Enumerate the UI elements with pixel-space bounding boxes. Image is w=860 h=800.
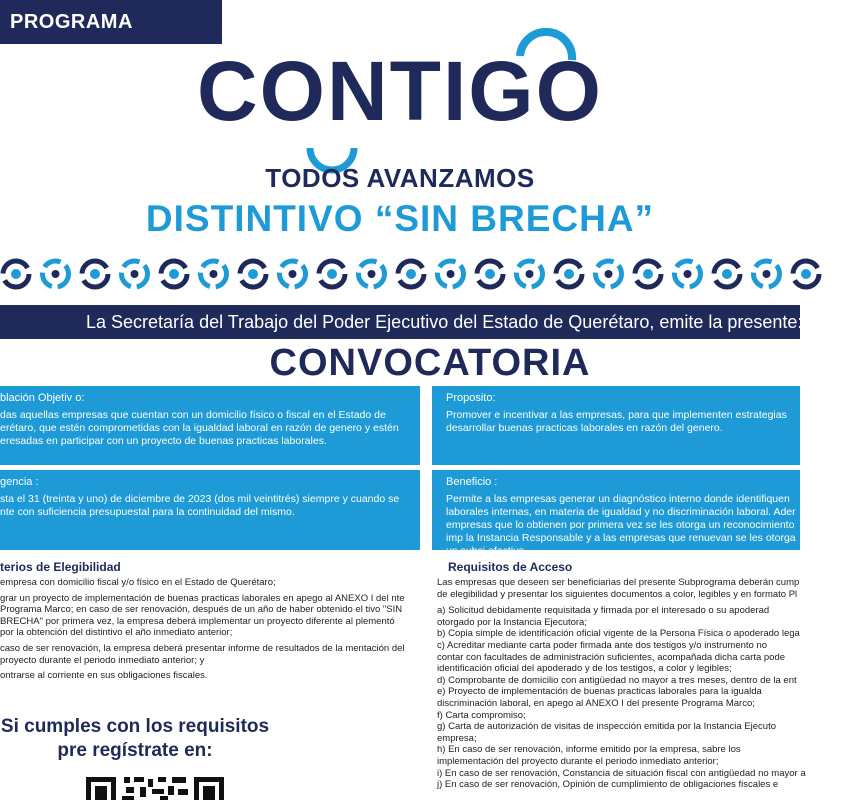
box-label: gencia : [0,476,39,488]
pattern-dot-icon [289,270,297,278]
box-vigencia [0,470,420,550]
box-label: Beneficio : [446,476,498,488]
pattern-dot-icon [763,270,771,278]
list-item: e) Proyecto de implementación de buenas practicas laborales para la igualda [437,686,762,698]
pattern-dot-icon [485,269,495,279]
list-item: caso de ser renovación, la empresa deberá presentar informe de resultados de la mentación del proyecto durante el periodo inmediato anterior; y [0,642,405,666]
pattern-dot-icon [447,270,455,278]
list-item: g) Carta de autorización de visitas de inspección emitida por la Instancia Ejecuto [437,721,777,733]
box-text: Permite a las empresas generar un diagnóstico interno donde identifiquen laborales internas, en materia de igualdad y no discriminación laboral. Ader empresas que lo obtienen por primera vez se les otorga un reconocimiento imp la Instancia Responsable y a las empresas que renuevan se les otorga un subsi efectivo. [446,493,796,557]
pattern-dot-icon [722,269,732,279]
list-item: grar un proyecto de implementación de buenas practicas laborales en apego al ANEXO I del nte Programa Marco; en caso de ser renovación, después de un año de haber obtenido el tivo "SIN BRECHA" por primera vez, la empresa deberá implementar un proyecto diferente al plementó por la obtención del distintivo el año inmediato anterior; [0,592,405,639]
list-item: implementación del proyecto durante el periodo inmediato anterior; [437,755,719,767]
pattern-dot-icon [564,269,574,279]
pattern-dot-icon [368,270,376,278]
box-label: Proposito: [446,392,496,404]
list-item: ontrarse al corriente en sus obligaciones fiscales. [0,670,208,682]
page-title: CONVOCATORIA [269,342,591,384]
box-text: das aquellas empresas que cuentan con un domicilio físico o fiscal en el Estado de erétaro, que estén comprometidas con la igualdad laboral en razón de genero y estén eresadas en participar con un proyecto de buenas practicas laborales. [0,409,399,447]
program-tag: PROGRAMA ESTATAL [0,0,222,44]
brand-wordmark: CONTIGO [197,44,603,138]
box-proposito [432,386,800,465]
pattern-dot-icon [684,270,692,278]
distintivo-title: DISTINTIVO “SIN BRECHA” [145,198,655,239]
pattern-dot-icon [169,269,179,279]
list-item: a) Solicitud debidamente requisitada y firmada por el interesado o su apoderad [437,605,770,617]
list-item: contar con facultades de administración suficientes, acompañada dicha carta pode [437,651,786,663]
registration-cta [0,715,270,763]
pattern-dot-icon [801,269,811,279]
pattern-dot-icon [11,269,21,279]
list-item: Las empresas que deseen ser beneficiarias del presente Subprograma deberán cump [437,577,800,588]
access-list [437,577,806,791]
eligibility-list [0,577,405,686]
box-label: blación Objetiv o: [0,392,85,404]
box-text: sta el 31 (treinta y uno) de diciembre de 2023 (dos mil veintitrés) siempre y cuando se nte con suficiencia presupuestal para la continuidad del mismo. [0,493,400,518]
contigo-logo [0,28,800,158]
list-item: de elegibilidad y presentar los siguientes documentos a color, legibles y en formato Pl [437,588,798,600]
list-item: otorgado por la Instancia Ejecutora; [437,616,587,628]
announcement-bar: La Secretaría del Trabajo del Poder Ejecutivo del Estado de Querétaro, emite la presente: [0,305,800,339]
eligibility-title: terios de Elegibilidad [0,560,121,574]
list-item: d) Comprobante de domicilio con antigüedad no mayor a tres meses, dentro de la ent [437,674,797,686]
pattern-dot-icon [131,270,139,278]
cta-line: pre regístrate en: [57,740,213,761]
box-poblacion-objetivo [0,386,420,465]
list-item: empresa; [437,732,477,744]
list-item: discriminación laboral, en apego al ANEXO I del presente Programa Marco; [437,697,755,709]
pattern-dot-icon [210,270,218,278]
pattern-dot-icon [248,269,258,279]
qr-code-icon[interactable] [82,773,228,800]
list-item: empresa con domicilio fiscal y/o físico en el Estado de Querétaro; [0,577,276,588]
list-item: c) Acreditar mediante carta poder firmada ante dos testigos y/o instrumento no [437,639,768,651]
list-item: h) En caso de ser renovación, informe emitido por la empresa, sabre los [437,744,741,756]
box-beneficio [432,470,800,557]
list-item: j) En caso de ser renovación, Opinión de cumplimiento de obligaciones fiscales e [437,779,779,791]
cta-line: Si cumples con los requisitos [0,716,270,737]
pattern-dot-icon [327,269,337,279]
access-title: Requisitos de Acceso [448,560,573,574]
pattern-dot-icon [406,269,416,279]
decorative-circle-pattern [0,254,800,294]
pattern-dot-icon [90,269,100,279]
list-item: f) Carta compromiso; [437,709,526,721]
pattern-dot-icon [643,269,653,279]
list-item: identificación oficial del apoderado y de los testigos, a color y legibles; [437,663,732,675]
pattern-dot-icon [52,270,60,278]
pattern-dot-icon [605,270,613,278]
box-text: Promover e incentivar a las empresas, para que implementen estrategias desarrollar buenas practicas laborales en razón del genero. [446,409,787,434]
list-item: b) Copia simple de identificación oficial vigente de la Persona Física o apoderado lega [437,628,800,640]
list-item: i) En caso de ser renovación, Constancia de situación fiscal con antigüedad no mayor a [437,767,806,779]
subtitle: TODOS AVANZAMOS [265,163,535,193]
pattern-dot-icon [526,270,534,278]
